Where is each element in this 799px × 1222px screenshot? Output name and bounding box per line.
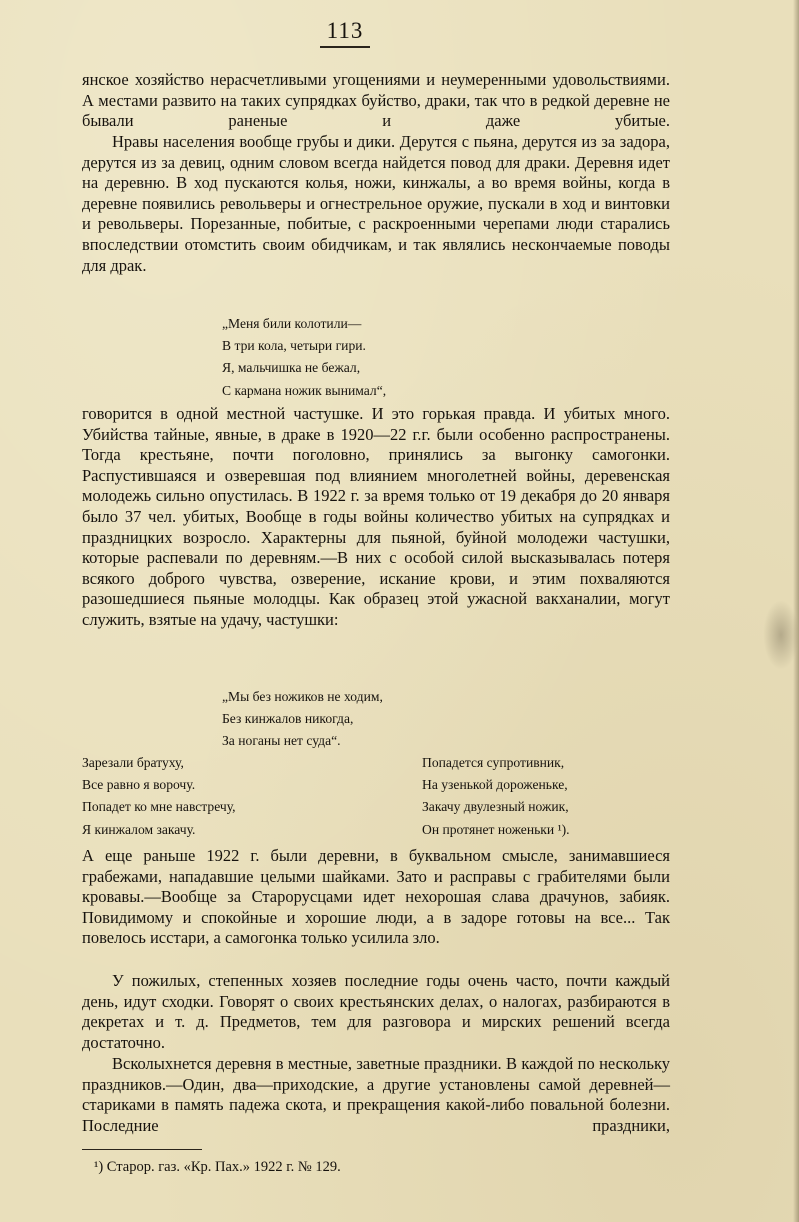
verse-line: Без кинжалов никогда, [222,711,354,727]
page-number: 113 [326,18,364,43]
footnote-divider [82,1149,202,1150]
verse-quote-1 [222,313,386,402]
paragraph-gatherings: У пожилых, степенных хозяев последние годы очень часто, почти каждый день, идут сходки. Говорят о своих крестьянских делах, о налогах, разбираются в декретах и т. д. Предметов, тем для разговора и мирских решений всегда достаточно. [82,971,670,1052]
footnote: ¹) Старор. газ. «Кр. Пах.» 1922 г. № 129. [94,1159,341,1175]
verse-line: С кармана ножик вынимал“, [222,382,387,398]
verse-line: „Меня били колотили— [222,316,362,331]
verse-line: За ноганы нет суда“. [222,733,341,749]
ink-smudge [763,600,799,670]
page-number-underline [320,46,370,48]
verse-line: Попадет ко мне навстречу, [82,799,236,815]
verse-line: Я кинжалом закачу. [82,821,196,837]
verse-quote-2 [222,686,383,753]
verse-quote-3-left [82,752,236,841]
verse-line: На узенькой дороженьке, [422,777,568,793]
verse-line: Зарезали братуху, [82,755,184,770]
verse-line: В три кола, четыри гири. [222,338,366,354]
verse-line: Закачу двулезный ножик, [422,799,569,815]
paragraph-morals: Нравы населения вообще грубы и дики. Дерутся с пьяна, дерутся из за задора, дерутся из за девиц, одним словом всегда найдется повод для драки. Деревня идет на деревню. В ход пускаются колья, ножи, кинжалы, а во время войны, когда в деревне появились револьверы и огнестрельное оружие, пускали в ход и винтовки и револьверы. Порезанные, побитые, с раскроенными черепами люди старались впоследствии отомстить своим обидчикам, и так являлись нескончаемые поводы для драк. [82,132,670,275]
verse-line: Я, мальчишка не бежал, [222,360,361,376]
verse-quote-3-right [422,752,570,841]
paragraph-continuation: янское хозяйство нерасчетливыми угощениями и неумеренными удовольствиями. А местами развито на таких супрядках буйство, драки, так что в редкой деревне не бывали раненые и даже убитые. [82,70,670,131]
paragraph-robberies: А еще раньше 1922 г. были деревни, в буквальном смысле, занимавшиеся грабежами, нападавшие целыми шайками. Зато и расправы с грабителями были кровавы.—Вообще за Старорусцами идет нехорошая слава драчунов, забияк. Повидимому и спокойные и хорошие люди, а в задоре готовы на все... Так повелось исстари, а самогонка только усилила зло. [82,846,670,948]
verse-line: Попадется супротивник, [422,755,565,770]
paragraph-murders: говорится в одной местной частушке. И это горькая правда. И убитых много. Убийства тайные, явные, в драке в 1920—22 г.г. были особенно распространены. Тогда крестьяне, почти поголовно, принялись за выгонку самогонки. Распустившаяся и озверевшая под влиянием многолетней войны, деревенская молодежь сильно опустилась. В 1922 г. за время только от 19 декабря до 20 января было 37 чел. убитых, Вообще в годы войны количество убитых на супрядках и праздницких возросло. Характерны для пьяной, буйной молодежи частушки, которые распевали по деревням.—В них с особой силой высказывалась потеря всякого доброго чувства, озверение, искание крови, и этим похваляются разошедшиеся пьяные молодцы. Как образец этой ужасной вакханалии, могут служить, взятые на удачу, частушки: [82,404,670,629]
verse-line: Он протянет ноженьки ¹). [422,821,570,837]
verse-line: Все равно я ворочу. [82,777,196,793]
verse-line: „Мы без ножиков не ходим, [222,689,383,704]
paragraph-holidays: Всколыхнется деревня в местные, заветные праздники. В каждой по нескольку праздников.—Один, два—приходские, а другие установлены самой деревней—стариками в память падежа скота, и прекращения какой-либо повальной болезни. Последние праздники, [82,1054,670,1135]
